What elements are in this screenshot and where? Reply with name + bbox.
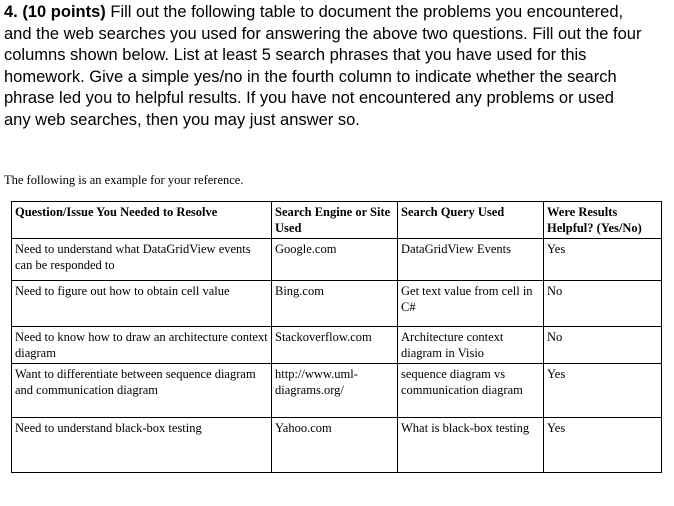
cell-search-engine: Yahoo.com [272, 418, 398, 473]
table-row [12, 281, 662, 327]
header-search-engine: Search Engine or Site Used [272, 202, 398, 239]
table-row [12, 364, 662, 418]
example-note: The following is an example for your reference. [4, 173, 244, 187]
cell-question-issue: Need to figure out how to obtain cell value [12, 281, 272, 327]
cell-search-engine: Google.com [272, 239, 398, 281]
search-log-table [11, 201, 662, 473]
cell-search-query: Get text value from cell in C# [398, 281, 544, 327]
table-row [12, 327, 662, 364]
cell-results-helpful: Yes [544, 418, 662, 473]
cell-question-issue: Need to understand black-box testing [12, 418, 272, 473]
header-results-helpful: Were Results Helpful? (Yes/No) [544, 202, 662, 239]
cell-results-helpful: Yes [544, 239, 662, 281]
cell-search-query: sequence diagram vs communication diagram [398, 364, 544, 418]
cell-search-engine: Stackoverflow.com [272, 327, 398, 364]
cell-question-issue: Need to understand what DataGridView events can be responded to [12, 239, 272, 281]
header-search-query: Search Query Used [398, 202, 544, 239]
cell-search-engine: http://www.uml-diagrams.org/ [272, 364, 398, 418]
question-body: Fill out the following table to document the problems you encountered, and the web searches you used for answering the above two questions. Fill out the four columns shown below. List at least 5 search phrases that you have used for this homework. Give a simple yes/no in the fourth column to indicate whether the search phrase led you to helpful results. If you have not encountered any problems or used any web searches, then you may just answer so. [4, 3, 642, 129]
cell-results-helpful: No [544, 281, 662, 327]
cell-question-issue: Need to know how to draw an architecture context diagram [12, 327, 272, 364]
header-question-issue: Question/Issue You Needed to Resolve [12, 202, 272, 239]
cell-results-helpful: Yes [544, 364, 662, 418]
question-text [4, 2, 644, 131]
cell-search-engine: Bing.com [272, 281, 398, 327]
table-row [12, 418, 662, 473]
table-header-row [12, 202, 662, 239]
cell-search-query: Architecture context diagram in Visio [398, 327, 544, 364]
cell-search-query: What is black-box testing [398, 418, 544, 473]
cell-search-query: DataGridView Events [398, 239, 544, 281]
cell-question-issue: Want to differentiate between sequence diagram and communication diagram [12, 364, 272, 418]
cell-results-helpful: No [544, 327, 662, 364]
table-row [12, 239, 662, 281]
question-number: 4. [4, 3, 18, 21]
question-points: (10 points) [22, 3, 106, 21]
